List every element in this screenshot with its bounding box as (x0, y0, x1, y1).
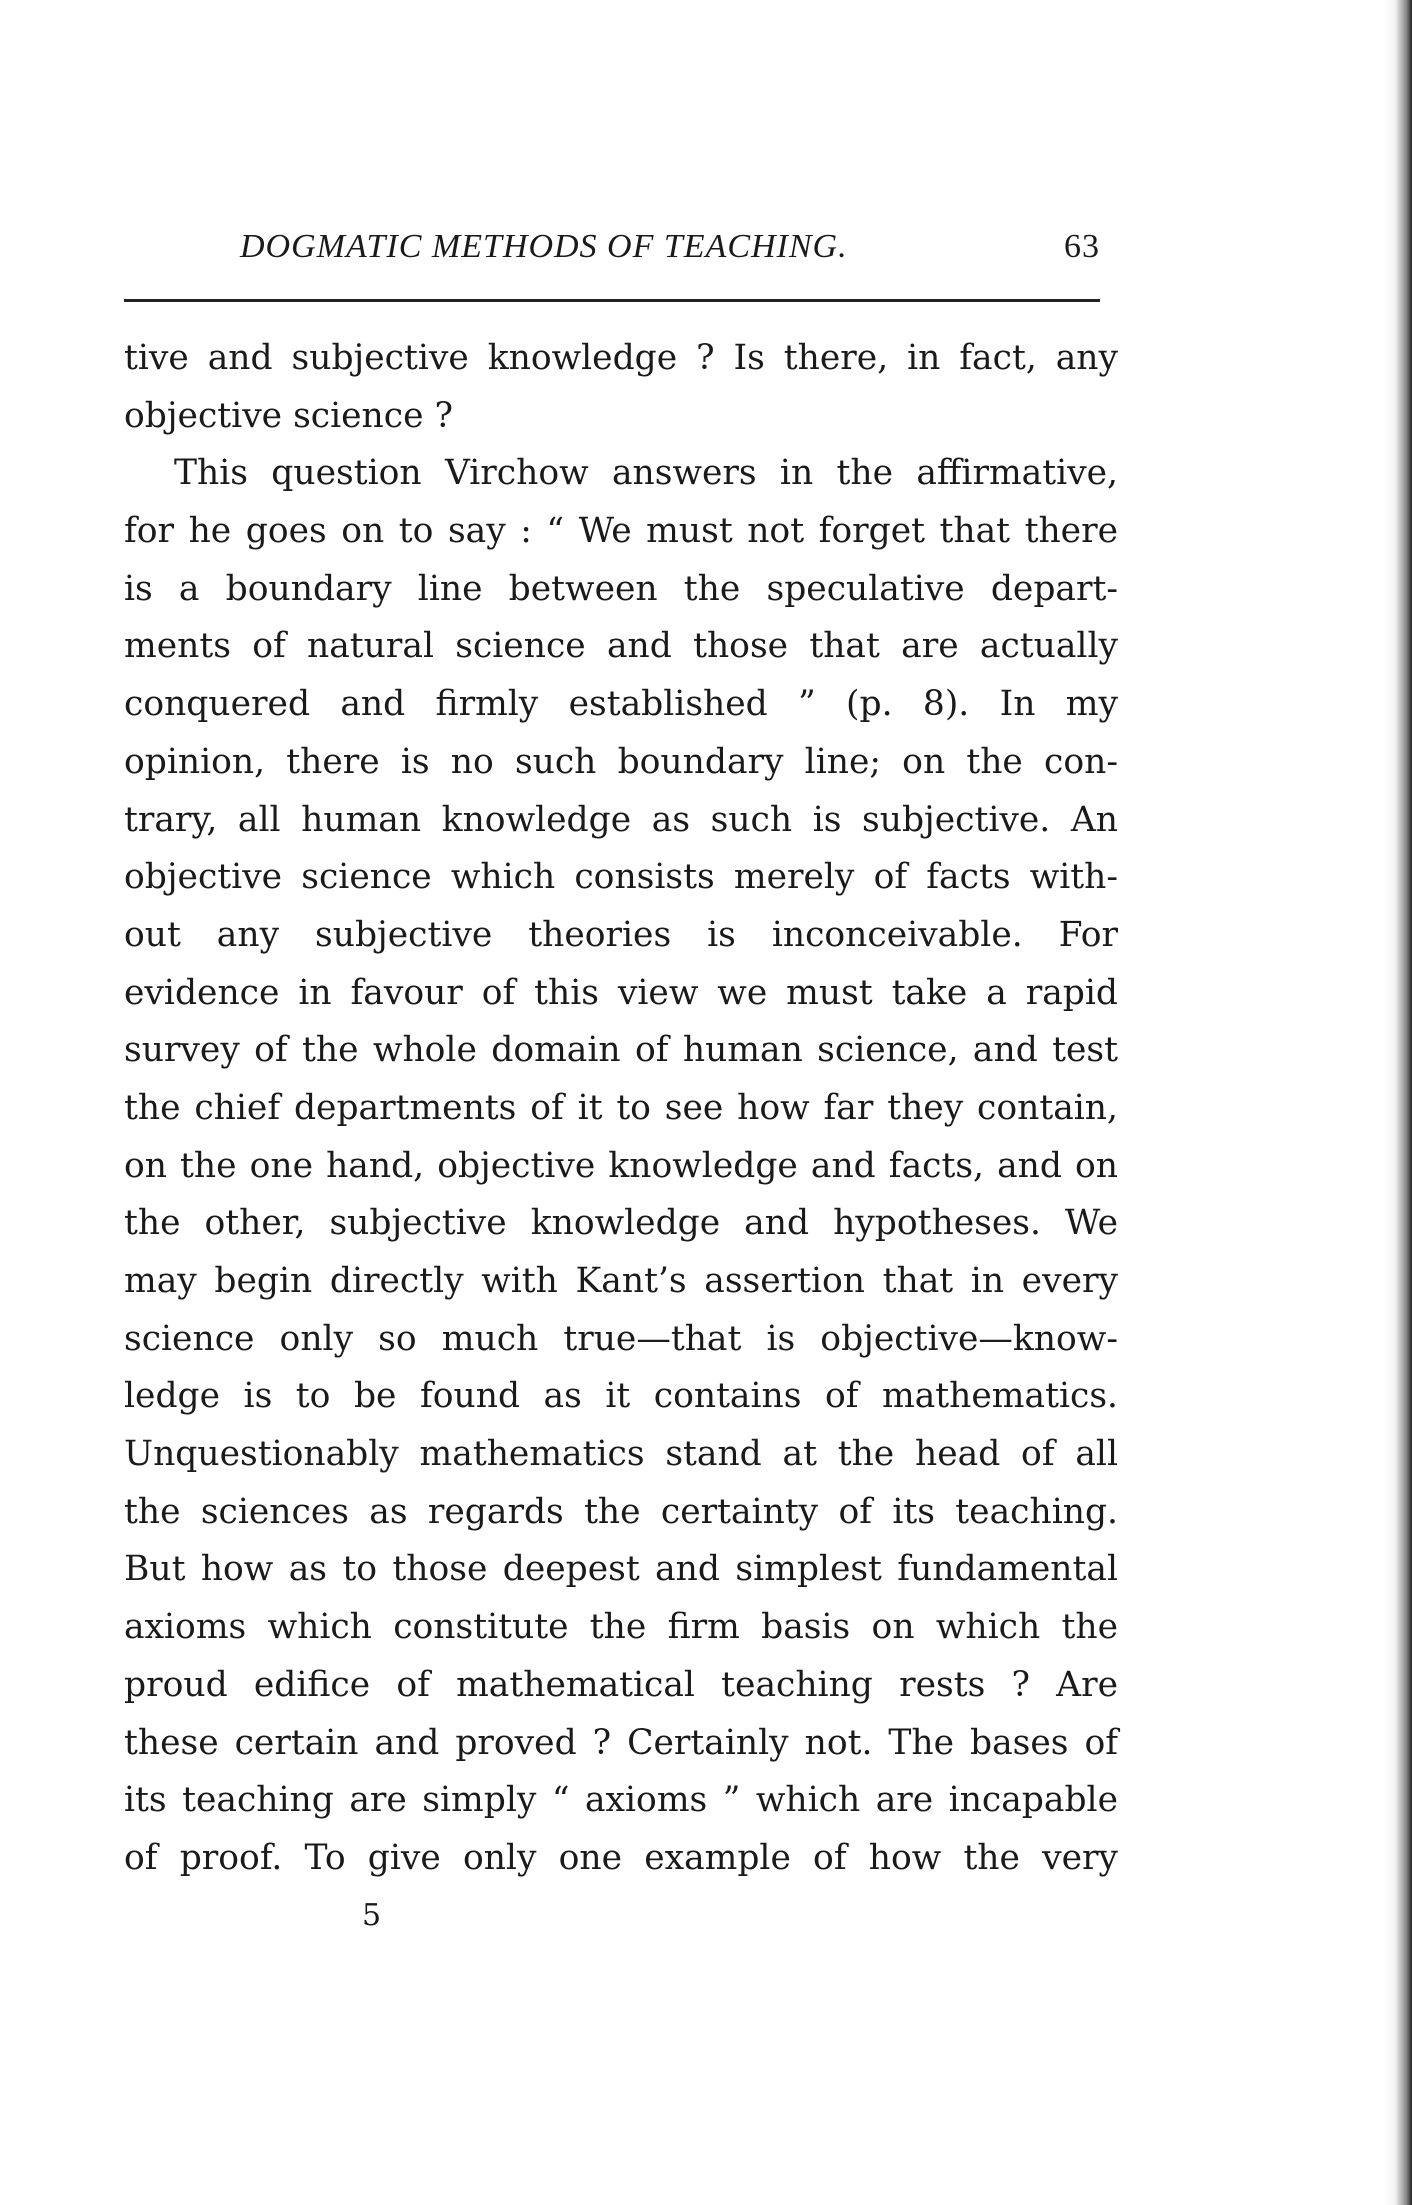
text-line: trary, all human knowledge as such is subjective. An (124, 799, 1118, 840)
page-edge-shadow (1384, 0, 1412, 2205)
text-line: tive and subjective knowledge ? Is there, in fact, any (124, 338, 1118, 378)
text-line: for he goes on to say : “ We must not forget that there (124, 511, 1118, 552)
text-line: these certain and proved ? Certainly not. The bases of (124, 1722, 1118, 1763)
text-line: the other, subjective knowledge and hypotheses. We (124, 1203, 1118, 1244)
body-text (124, 330, 1118, 1888)
text-line: the sciences as regards the certainty of its teaching. (124, 1491, 1118, 1532)
text-line: Unquestionably mathematics stand at the head of all (124, 1434, 1118, 1475)
text-line: out any subjective theories is inconceivable. For (124, 914, 1118, 955)
signature-mark: 5 (362, 1898, 382, 1933)
text-line: This question Virchow answers in the affirmative, (174, 453, 1118, 494)
text-line: of proof. To give only one example of how the very (124, 1837, 1118, 1878)
text-line: conquered and firmly established ” (p. 8). In my (124, 684, 1118, 725)
running-title: DOGMATIC METHODS OF TEACHING. (240, 228, 848, 265)
text-line: may begin directly with Kant’s assertion that in every (124, 1261, 1118, 1301)
text-line: ments of natural science and those that are actually (124, 626, 1118, 667)
running-header (240, 228, 1100, 278)
text-line: science only so much true—that is objective—know- (124, 1318, 1118, 1359)
text-line: the chief departments of it to see how far they contain, (124, 1087, 1118, 1128)
text-line: is a boundary line between the speculative depart- (124, 568, 1118, 609)
text-line: opinion, there is no such boundary line; on the con- (124, 741, 1118, 782)
text-line: objective science which consists merely of facts with- (124, 857, 1118, 898)
text-line: proud edifice of mathematical teaching rests ? Are (124, 1664, 1118, 1705)
text-line: ledge is to be found as it contains of mathematics. (124, 1376, 1118, 1417)
text-line: survey of the whole domain of human science, and test (124, 1030, 1118, 1071)
text-line: objective science ? (124, 395, 453, 436)
text-line: axioms which constitute the firm basis on which the (124, 1607, 1118, 1648)
page-number: 63 (1064, 228, 1100, 265)
text-line: on the one hand, objective knowledge and facts, and on (124, 1145, 1118, 1186)
header-rule (124, 299, 1100, 302)
text-line: evidence in favour of this view we must take a rapid (124, 972, 1118, 1013)
text-line: its teaching are simply “ axioms ” which are incapable (124, 1780, 1118, 1821)
text-line: But how as to those deepest and simplest fundamental (124, 1549, 1118, 1590)
